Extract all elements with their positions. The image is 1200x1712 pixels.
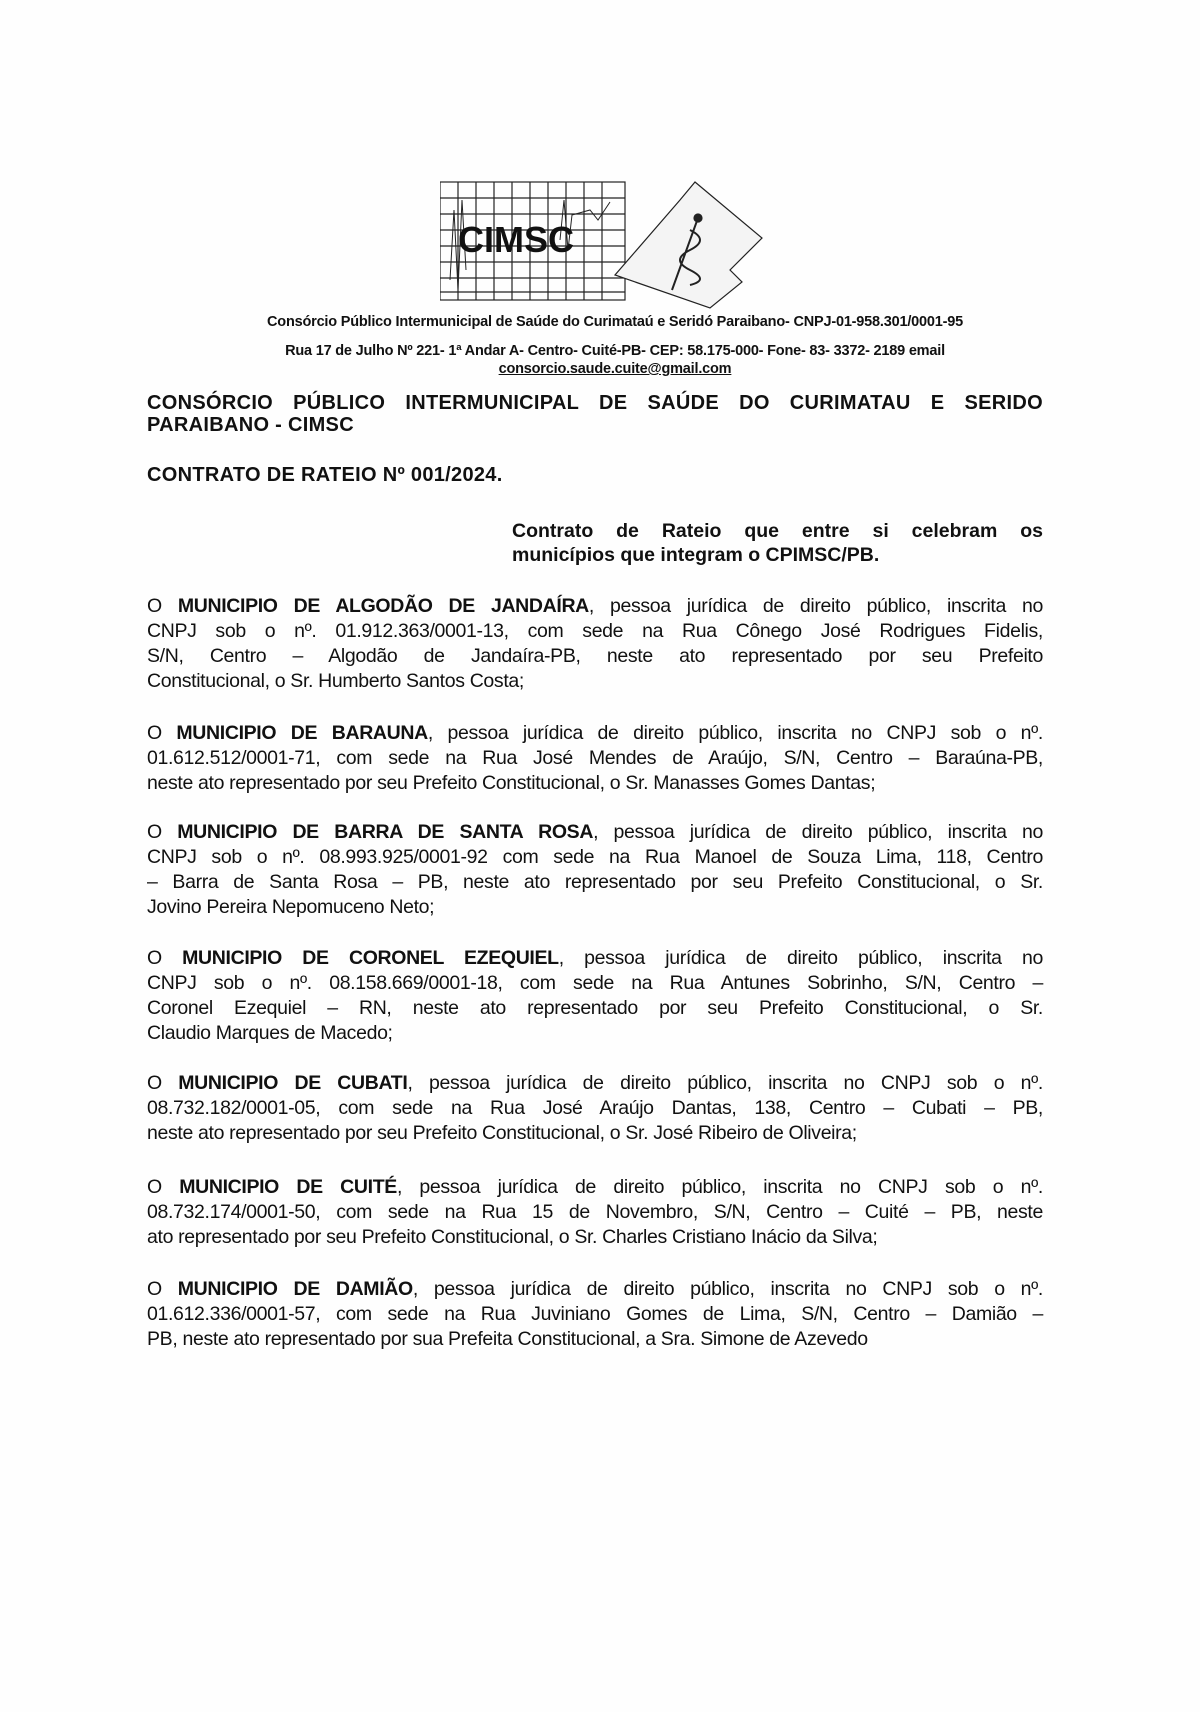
header-address: Rua 17 de Julho Nº 221- 1ª Andar A- Centro- Cuité-PB- CEP: 58.175-000- Fone- 83- 3372- 2189 email bbox=[285, 343, 945, 359]
municipality-name: MUNICIPIO DE CUBATI bbox=[178, 1072, 408, 1094]
paragraph-line bbox=[147, 1175, 1043, 1200]
municipality-name: MUNICIPIO DE CUITÉ bbox=[179, 1176, 397, 1198]
prefix: O bbox=[147, 1072, 179, 1094]
line-text: , pessoa jurídica de direito público, inscrita no CNPJ sob o nº. bbox=[407, 1072, 1044, 1094]
municipality-paragraph bbox=[147, 820, 1043, 920]
prefix: O bbox=[147, 947, 183, 969]
line-text: , pessoa jurídica de direito público, inscrita no CNPJ sob o nº. bbox=[412, 1278, 1043, 1300]
paragraph-line: Coronel Ezequiel – RN, neste ato representado por seu Prefeito Constitucional, o Sr. bbox=[147, 997, 1043, 1019]
prefix: O bbox=[147, 1278, 178, 1300]
paragraph-line bbox=[147, 1277, 1043, 1302]
line-text: , pessoa jurídica de direito público, inscrita no bbox=[593, 821, 1043, 843]
municipality-name: MUNICIPIO DE BARAUNA bbox=[176, 722, 428, 744]
header-email: consorcio.saude.cuite@gmail.com bbox=[498, 361, 732, 377]
municipality-paragraph bbox=[147, 946, 1043, 1046]
paragraph-line bbox=[147, 721, 1043, 746]
paragraph-line bbox=[147, 946, 1043, 971]
paragraph-line: neste ato representado por seu Prefeito Constitucional, o Sr. José Ribeiro de Oliveira; bbox=[147, 1122, 857, 1144]
paragraph-line: – Barra de Santa Rosa – PB, neste ato representado por seu Prefeito Constitucional, o Sr. bbox=[147, 871, 1043, 893]
paragraph-line bbox=[147, 594, 1043, 619]
municipality-name: MUNICIPIO DE CORONEL EZEQUIEL bbox=[182, 947, 559, 969]
line-text: , pessoa jurídica de direito público, inscrita no CNPJ sob o nº. bbox=[396, 1176, 1043, 1198]
prefix: O bbox=[147, 595, 178, 617]
prefix: O bbox=[147, 821, 178, 843]
municipality-paragraph bbox=[147, 1071, 1043, 1146]
municipality-name: MUNICIPIO DE ALGODÃO DE JANDAÍRA bbox=[177, 595, 589, 617]
paragraph-line bbox=[147, 1071, 1043, 1096]
contract-subtitle bbox=[512, 519, 1043, 567]
paragraph-line: ato representado por seu Prefeito Constitucional, o Sr. Charles Cristiano Inácio da Silva; bbox=[147, 1226, 878, 1248]
title-line-2: PARAIBANO - CIMSC bbox=[147, 414, 354, 436]
cimsc-logo bbox=[440, 180, 770, 310]
paragraph-line: 08.732.182/0001-05, com sede na Rua José Araújo Dantas, 138, Centro – Cubati – PB, bbox=[147, 1097, 1043, 1119]
municipality-paragraph bbox=[147, 721, 1043, 796]
prefix: O bbox=[147, 722, 177, 744]
paragraph-line: 01.612.512/0001-71, com sede na Rua José Mendes de Araújo, S/N, Centro – Baraúna-PB, bbox=[147, 747, 1043, 769]
paragraph-line: Jovino Pereira Nepomuceno Neto; bbox=[147, 896, 435, 918]
subtitle-line-2: municípios que integram o CPIMSC/PB. bbox=[512, 544, 880, 566]
contract-number: CONTRATO DE RATEIO Nº 001/2024. bbox=[147, 464, 503, 486]
paragraph-line: CNPJ sob o nº. 08.993.925/0001-92 com sede na Rua Manoel de Souza Lima, 118, Centro bbox=[147, 846, 1043, 868]
municipality-name: MUNICIPIO DE DAMIÃO bbox=[177, 1278, 413, 1300]
paragraph-line: CNPJ sob o nº. 08.158.669/0001-18, com sede na Rua Antunes Sobrinho, S/N, Centro – bbox=[147, 972, 1043, 994]
paragraph-line bbox=[147, 820, 1043, 845]
document-title bbox=[147, 392, 1043, 436]
municipality-name: MUNICIPIO DE BARRA DE SANTA ROSA bbox=[177, 821, 594, 843]
svg-text:CIMSC: CIMSC bbox=[458, 219, 574, 260]
line-text: , pessoa jurídica de direito público, inscrita no bbox=[588, 595, 1043, 617]
paragraph-line: PB, neste ato representado por sua Prefeita Constitucional, a Sra. Simone de Azevedo bbox=[147, 1328, 868, 1350]
paragraph-line: neste ato representado por seu Prefeito Constitucional, o Sr. Manasses Gomes Dantas; bbox=[147, 772, 876, 794]
paragraph-line: Constitucional, o Sr. Humberto Santos Costa; bbox=[147, 670, 524, 692]
paragraph-line: S/N, Centro – Algodão de Jandaíra-PB, neste ato representado por seu Prefeito bbox=[147, 645, 1043, 667]
line-text: , pessoa jurídica de direito público, inscrita no CNPJ sob o nº. bbox=[427, 722, 1043, 744]
paragraph-line: CNPJ sob o nº. 01.912.363/0001-13, com sede na Rua Cônego José Rodrigues Fidelis, bbox=[147, 620, 1043, 642]
municipality-paragraph bbox=[147, 594, 1043, 694]
prefix: O bbox=[147, 1176, 180, 1198]
title-line-1: CONSÓRCIO PÚBLICO INTERMUNICIPAL DE SAÚDE DO CURIMATAU E SERIDO bbox=[147, 392, 1043, 414]
header-line-1: Consórcio Público Intermunicipal de Saúde do Curimataú e Seridó Paraibano- CNPJ-01-958.301/0001-95 bbox=[267, 314, 963, 330]
line-text: , pessoa jurídica de direito público, inscrita no bbox=[558, 947, 1043, 969]
municipality-paragraph bbox=[147, 1277, 1043, 1352]
paragraph-line: 08.732.174/0001-50, com sede na Rua 15 de Novembro, S/N, Centro – Cuité – PB, neste bbox=[147, 1201, 1043, 1223]
subtitle-line-1: Contrato de Rateio que entre si celebram os bbox=[512, 520, 1043, 542]
paragraph-line: Claudio Marques de Macedo; bbox=[147, 1022, 393, 1044]
municipality-paragraph bbox=[147, 1175, 1043, 1250]
paragraph-line: 01.612.336/0001-57, com sede na Rua Juviniano Gomes de Lima, S/N, Centro – Damião – bbox=[147, 1303, 1043, 1325]
